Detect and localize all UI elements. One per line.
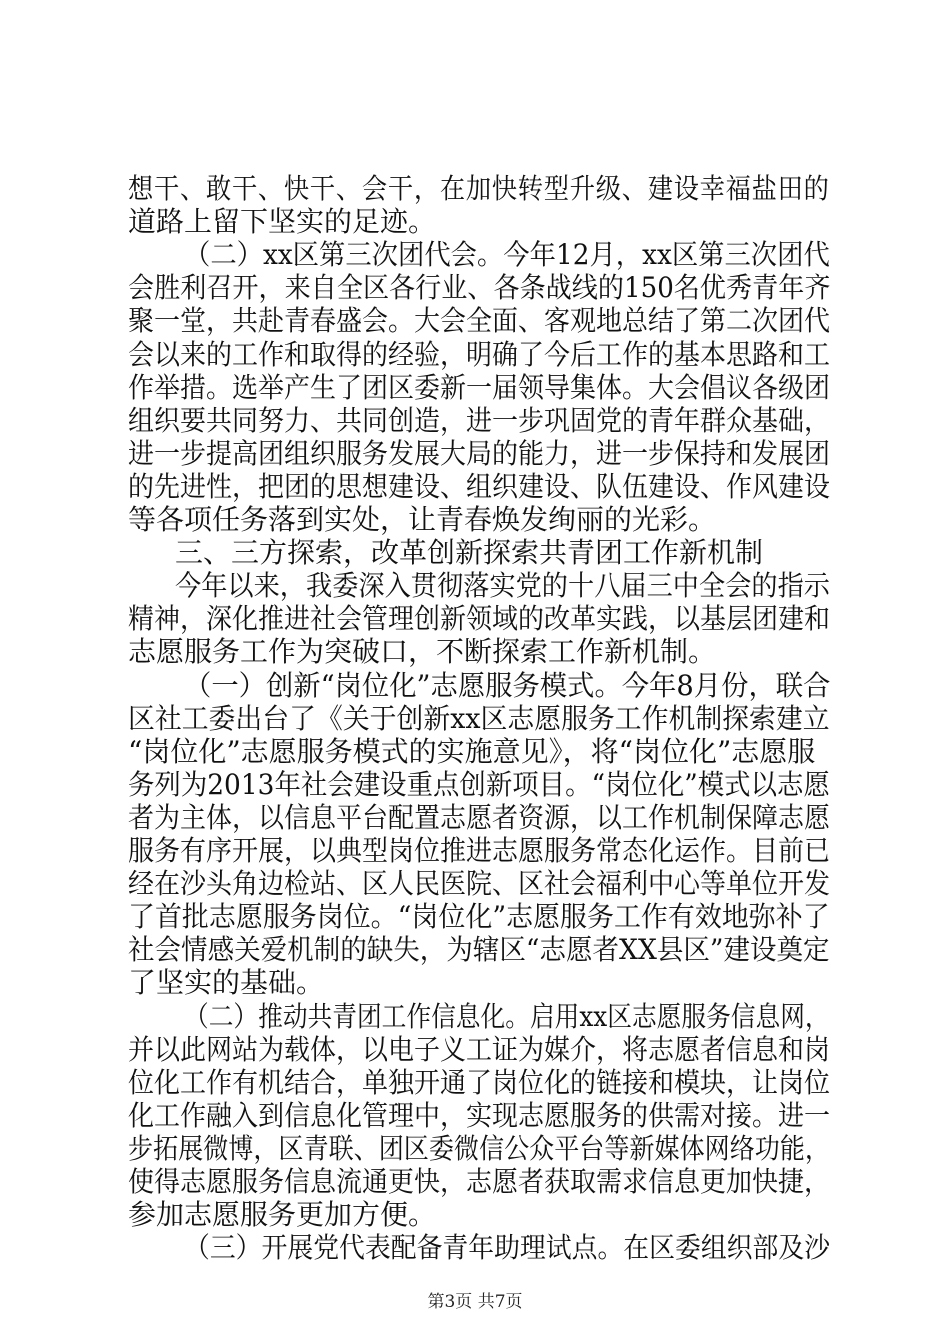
page-footer: 第3页 共7页 <box>427 1292 523 1312</box>
body-line: 位化工作有机结合，单独开通了岗位化的链接和模块，让岗位 <box>128 1066 831 1099</box>
body-line: 志愿服务工作为突破口，不断探索工作新机制。 <box>128 635 717 668</box>
body-line: 服务有序开展，以典型岗位推进志愿服务常态化运作。目前已 <box>128 834 831 867</box>
body-line: 今年以来，我委深入贯彻落实党的十八届三中全会的指示 <box>175 569 831 602</box>
body-line: 了坚实的基础。 <box>128 966 325 999</box>
body-line: 会以来的工作和取得的经验，明确了今后工作的基本思路和工 <box>128 338 831 371</box>
body-line: “岗位化”志愿服务模式的实施意见》，将“岗位化”志愿服 <box>128 735 816 768</box>
body-line: 区社工委出台了《关于创新xx区志愿服务工作机制探索建立 <box>128 702 830 735</box>
body-line: 会胜利召开，来自全区各行业、各条战线的150名优秀青年齐 <box>128 271 831 304</box>
body-line: 的先进性，把团的思想建设、组织建设、队伍建设、作风建设 <box>128 470 831 503</box>
body-line: （三）开展党代表配备青年助理试点。在区委组织部及沙 <box>184 1231 831 1264</box>
body-line: 化工作融入到信息化管理中，实现志愿服务的供需对接。进一 <box>128 1099 831 1132</box>
body-line: 并以此网站为载体，以电子义工证为媒介，将志愿者信息和岗 <box>128 1033 831 1066</box>
body-line: 作举措。选举产生了团区委新一届领导集体。大会倡议各级团 <box>128 371 831 404</box>
body-line: 进一步提高团组织服务发展大局的能力，进一步保持和发展团 <box>128 437 831 470</box>
body-line: 等各项任务落到实处，让青春焕发绚丽的光彩。 <box>128 503 717 536</box>
body-line: 想干、敢干、快干、会干，在加快转型升级、建设幸福盐田的 <box>128 172 830 205</box>
body-line: 精神，深化推进社会管理创新领域的改革实践，以基层团建和 <box>128 602 831 635</box>
body-line: 聚一堂，共赴青春盛会。大会全面、客观地总结了第二次团代 <box>128 304 831 337</box>
section-heading: 三、三方探索，改革创新探索共青团工作新机制 <box>175 536 764 569</box>
body-line: 者为主体，以信息平台配置志愿者资源，以工作机制保障志愿 <box>128 801 831 834</box>
body-line: 了首批志愿服务岗位。“岗位化”志愿服务工作有效地弥补了 <box>128 900 830 933</box>
body-line: 道路上留下坚实的足迹。 <box>128 205 437 238</box>
body-line: 组织要共同努力、共同创造，进一步巩固党的青年群众基础， <box>128 404 831 437</box>
body-line: （一）创新“岗位化”志愿服务模式。今年8月份，联合 <box>184 669 831 702</box>
body-line: 务列为2013年社会建设重点创新项目。“岗位化”模式以志愿 <box>128 768 830 801</box>
body-line: 经在沙头角边检站、区人民医院、区社会福利中心等单位开发 <box>128 867 831 900</box>
body-line: 社会情感关爱机制的缺失，为辖区“志愿者XX县区”建设奠定 <box>128 933 830 966</box>
body-line: 使得志愿服务信息流通更快，志愿者获取需求信息更加快捷， <box>128 1165 831 1198</box>
body-line: 步拓展微博，区青联、团区委微信公众平台等新媒体网络功能， <box>128 1132 831 1165</box>
body-line: 参加志愿服务更加方便。 <box>128 1198 437 1231</box>
body-line: （二）推动共青团工作信息化。启用xx区志愿服务信息网， <box>184 1000 830 1033</box>
body-line: （二）xx区第三次团代会。今年12月，xx区第三次团代 <box>184 238 830 271</box>
